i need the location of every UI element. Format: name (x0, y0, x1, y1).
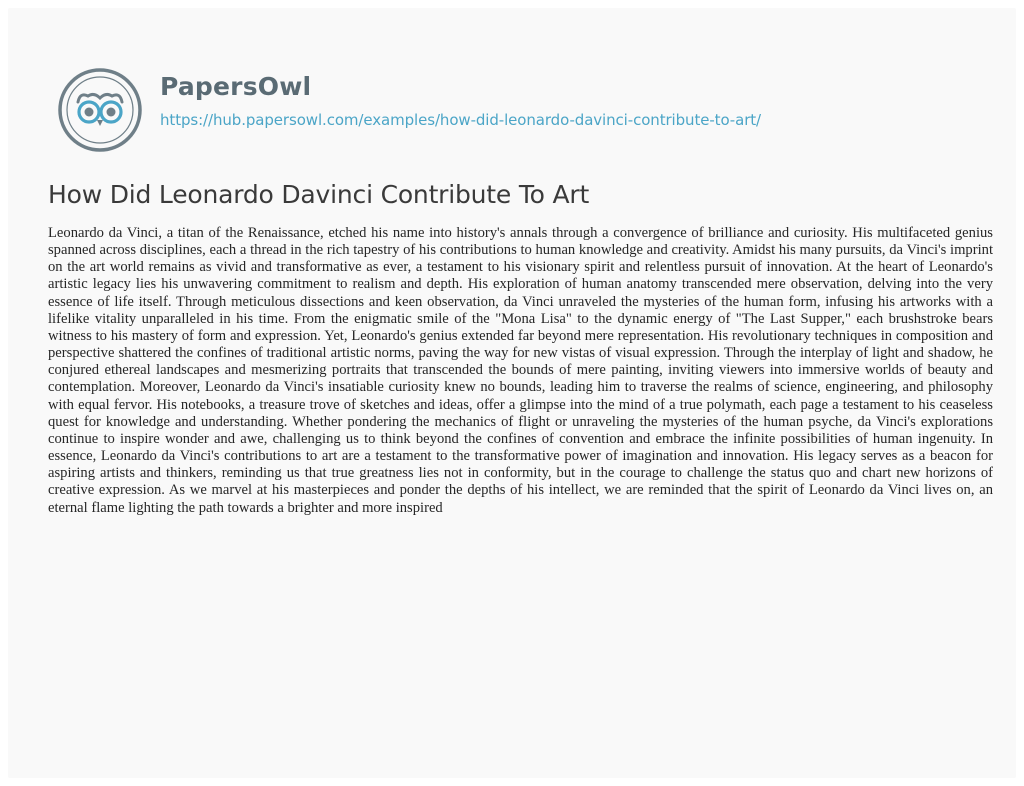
document-body: Leonardo da Vinci, a titan of the Renaissance, etched his name into history's annals through a convergence of brilliance and curiosity. His multifaceted genius spanned across disciplines, each a thread in the rich tapestry of his contributions to human knowledge and creativity. Amidst his many pursuits, da Vinci's imprint on the art world remains as vivid and transformative as ever, a testament to his visionary spirit and relentless pursuit of innovation. At the heart of Leonardo's artistic legacy lies his unwavering commitment to realism and depth. His exploration of human anatomy transcended mere observation, delving into the very essence of life itself. Through meticulous dissections and keen observation, da Vinci unraveled the mysteries of the human form, infusing his artworks with a lifelike vitality unparalleled in his time. From the enigmatic smile of the "Mona Lisa" to the dynamic energy of "The Last Supper," each brushstroke bears witness to his mastery of form and expression. Yet, Leonardo's genius extended far beyond mere representation. His revolutionary techniques in composition and perspective shattered the confines of traditional artistic norms, paving the way for new vistas of visual expression. Through the interplay of light and shadow, he conjured ethereal landscapes and mesmerizing portraits that transcended the bounds of mere painting, inviting viewers into immersive worlds of beauty and contemplation. Moreover, Leonardo da Vinci's insatiable curiosity knew no bounds, leading him to traverse the realms of science, engineering, and philosophy with equal fervor. His notebooks, a treasure trove of sketches and ideas, offer a glimpse into the mind of a true polymath, each page a testament to his ceaseless quest for knowledge and understanding. Whether pondering the mechanics of flight or unraveling the mysteries of the human psyche, da Vinci's explorations continue to inspire wonder and awe, challenging us to think beyond the confines of convention and embrace the infinite possibilities of human ingenuity. In essence, Leonardo da Vinci's contributions to art are a testament to the transformative power of imagination and innovation. His legacy serves as a beacon for aspiring artists and thinkers, reminding us that true greatness lies not in conformity, but in the courage to challenge the status quo and chart new horizons of creative expression. As we marvel at his masterpieces and ponder the depths of his intellect, we are reminded that the spirit of Leonardo da Vinci lives on, an eternal flame lighting the path towards a brighter and more inspired (48, 225, 993, 516)
owl-logo-icon (58, 68, 142, 152)
document-title: How Did Leonardo Davinci Contribute To Art (48, 180, 590, 209)
document-page (8, 8, 1016, 778)
brand-name: PapersOwl (160, 72, 312, 101)
source-url-link[interactable]: https://hub.papersowl.com/examples/how-did-leonardo-davinci-contribute-to-art/ (160, 111, 762, 129)
